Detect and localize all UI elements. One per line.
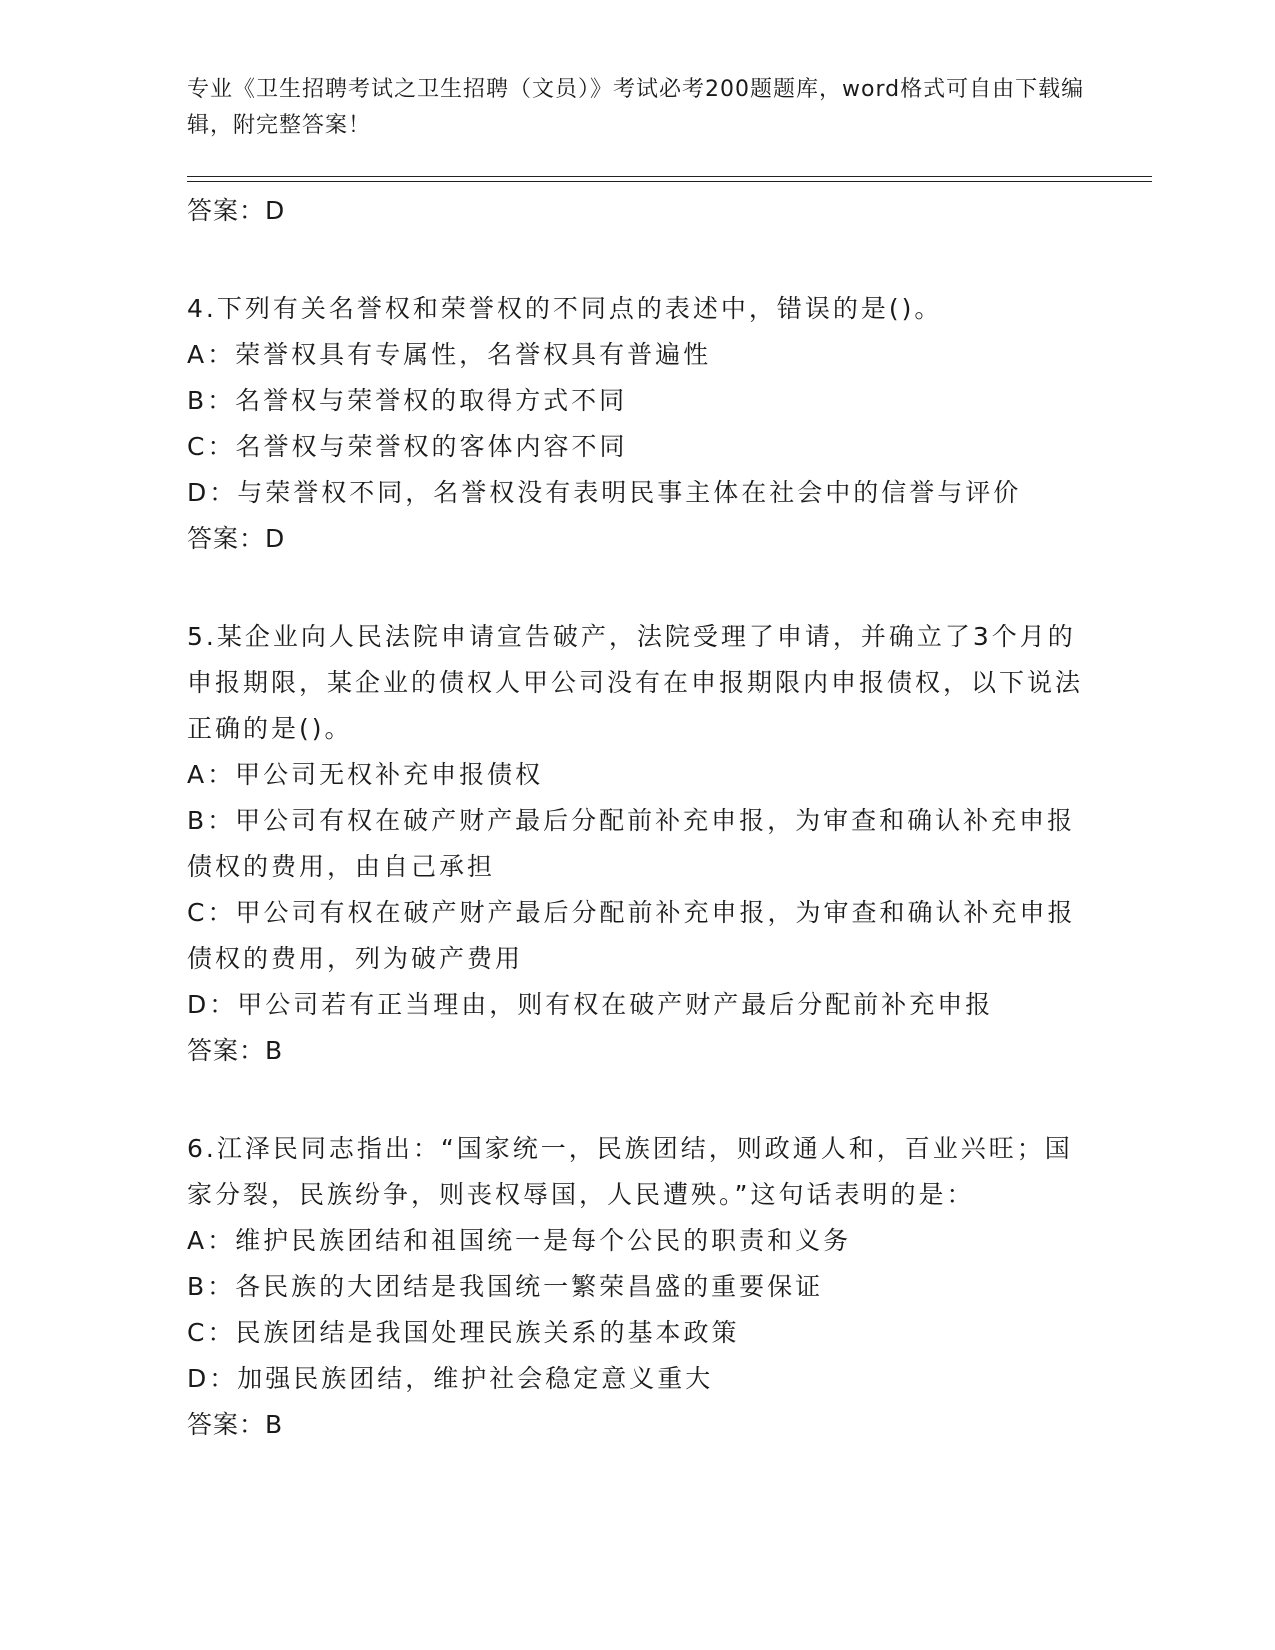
option-b: B：名誉权与荣誉权的取得方式不同	[187, 386, 628, 415]
option-d: D：加强民族团结，维护社会稳定意义重大	[187, 1364, 714, 1393]
question-6	[187, 1126, 1087, 1448]
option-c: C：甲公司有权在破产财产最后分配前补充申报，为审查和确认补充申报债权的费用，列为破产费用	[187, 898, 1076, 973]
option-c: C：民族团结是我国处理民族关系的基本政策	[187, 1318, 740, 1347]
answer-line: 答案：B	[187, 1410, 284, 1439]
header-divider-bottom	[187, 181, 1152, 182]
answer-line: 答案：B	[187, 1036, 284, 1065]
question-4	[187, 286, 1087, 562]
header-divider-top	[187, 176, 1152, 177]
option-a: A：甲公司无权补充申报债权	[187, 760, 544, 789]
question-stem: 4.下列有关名誉权和荣誉权的不同点的表述中，错误的是()。	[187, 294, 943, 323]
question-list	[187, 188, 1087, 1448]
question-stem: 5.某企业向人民法院申请宣告破产，法院受理了申请，并确立了3个月的申报期限，某企业的债权人甲公司没有在申报期限内申报债权，以下说法正确的是()。	[187, 622, 1084, 743]
document-header: 专业《卫生招聘考试之卫生招聘（文员）》考试必考200题题库，word格式可自由下载编辑，附完整答案！	[187, 77, 1085, 138]
option-d: D：甲公司若有正当理由，则有权在破产财产最后分配前补充申报	[187, 990, 994, 1019]
option-d: D：与荣誉权不同，名誉权没有表明民事主体在社会中的信誉与评价	[187, 478, 1022, 507]
question-5	[187, 614, 1087, 1074]
option-b: B：甲公司有权在破产财产最后分配前补充申报，为审查和确认补充申报债权的费用，由自己承担	[187, 806, 1076, 881]
question-stem: 6.江泽民同志指出：“国家统一，民族团结，则政通人和，百业兴旺；国家分裂，民族纷争，则丧权辱国，人民遭殃。”这句话表明的是：	[187, 1134, 1073, 1209]
answer-line: 答案：D	[187, 524, 286, 553]
option-b: B：各民族的大团结是我国统一繁荣昌盛的重要保证	[187, 1272, 824, 1301]
option-a: A：荣誉权具有专属性，名誉权具有普遍性	[187, 340, 712, 369]
option-c: C：名誉权与荣誉权的客体内容不同	[187, 432, 628, 461]
option-a: A：维护民族团结和祖国统一是每个公民的职责和义务	[187, 1226, 852, 1255]
answer-line: 答案：D	[187, 196, 286, 225]
